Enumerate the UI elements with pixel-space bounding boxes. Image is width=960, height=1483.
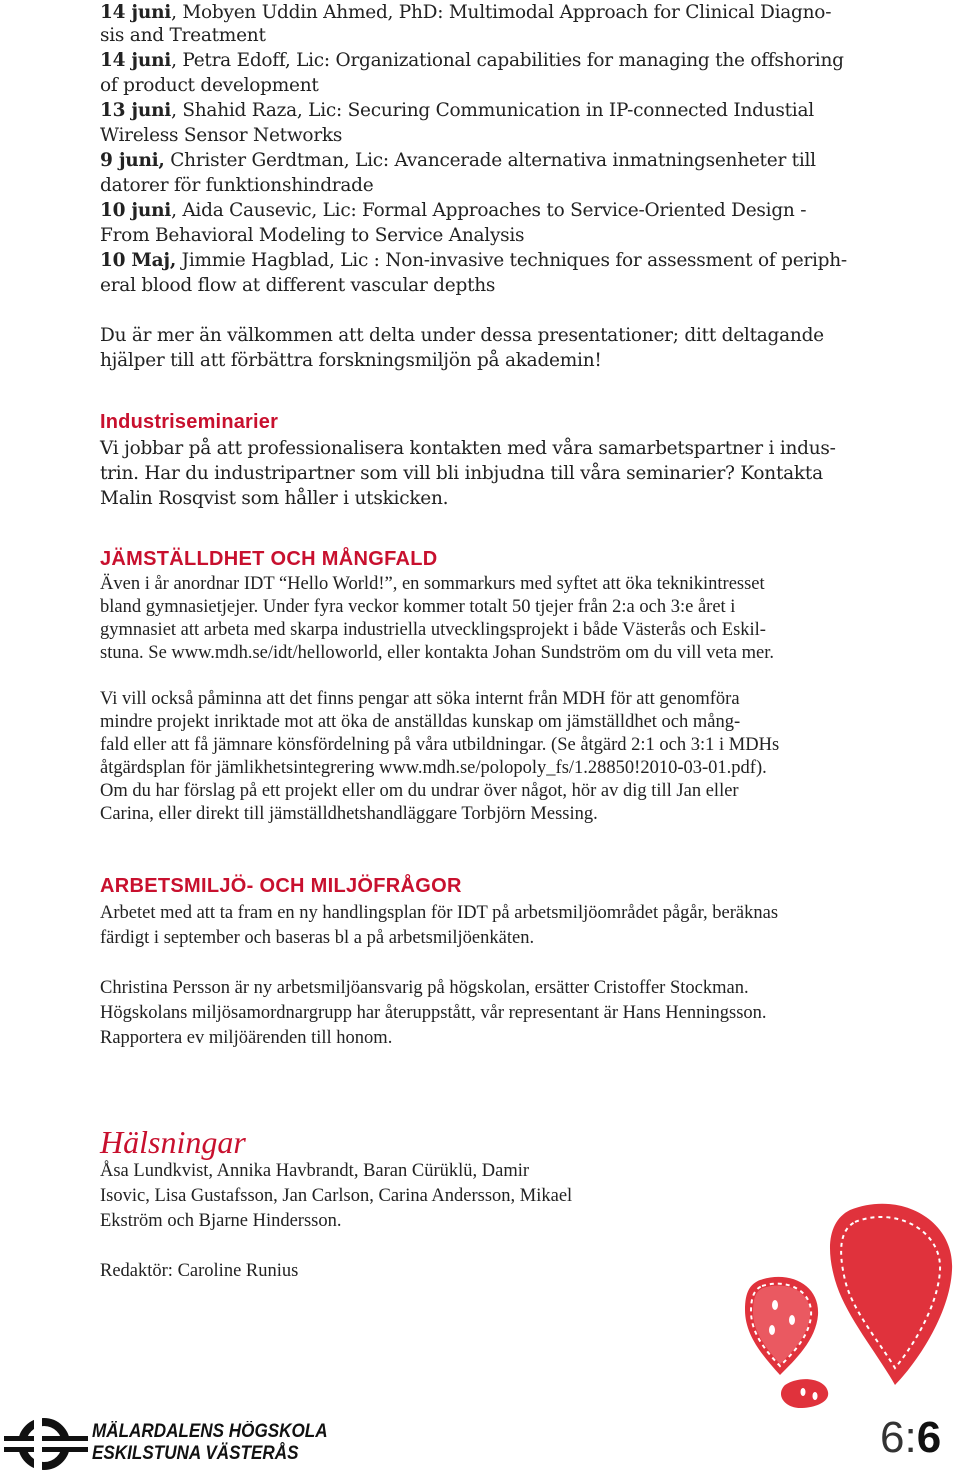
environment-p1-line-2: färdigt i september och baseras bl a på arbetsmiljöenkäten. xyxy=(100,928,535,948)
equality-p2-line-4: åtgärdsplan för jämlikhetsintegrering www.mdh.se/polopoly_fs/1.28850!2010-03-01.pdf). xyxy=(100,758,767,778)
university-name-line-2: ESKILSTUNA VÄSTERÅS xyxy=(92,1443,299,1464)
greetings-heading: Hälsningar xyxy=(100,1124,246,1160)
strawberry-small xyxy=(781,1379,828,1408)
equality-p1-line-4: stuna. Se www.mdh.se/idt/helloworld, eller kontakta Johan Sundström om du vill veta mer. xyxy=(100,643,774,663)
university-name xyxy=(92,1421,328,1465)
page-number xyxy=(880,1412,941,1464)
strawberry-large xyxy=(830,1204,952,1385)
defense-1-line-1: 14 juni, Mobyen Uddin Ahmed, PhD: Multimodal Approach for Clinical Diagno- xyxy=(100,2,832,23)
greetings-line-1: Åsa Lundkvist, Annika Havbrandt, Baran Cürüklü, Damir xyxy=(100,1161,530,1181)
environment-p2-line-2: Högskolans miljösamordnargrupp har återuppstått, vår representant är Hans Henningsson. xyxy=(100,1003,767,1023)
equality-p2-line-6: Carina, eller direkt till jämställdhetshandläggare Torbjörn Messing. xyxy=(100,804,598,824)
editor-credit: Redaktör: Caroline Runius xyxy=(100,1261,299,1281)
industry-line-3: Malin Rosqvist som håller i utskicken. xyxy=(100,488,449,509)
defense-2-line-1: 14 juni, Petra Edoff, Lic: Organizational capabilities for managing the offshoring xyxy=(100,50,844,71)
defense-3-line-1: 13 juni, Shahid Raza, Lic: Securing Communication in IP-connected Industial xyxy=(100,100,814,121)
page-number-issue: 6: xyxy=(880,1413,917,1462)
welcome-line-1: Du är mer än välkommen att delta under dessa presentationer; ditt deltagande xyxy=(100,325,824,346)
equality-heading: JÄMSTÄLLDHET OCH MÅNGFALD xyxy=(100,548,438,570)
strawberries-icon xyxy=(700,1170,960,1410)
defense-4-line-1: 9 juni, Christer Gerdtman, Lic: Avancerade alternativa inmatningsenheter till xyxy=(100,150,816,171)
industry-line-2: trin. Har du industripartner som vill bli inbjudna till våra seminarier? Kontakta xyxy=(100,463,823,484)
university-name-line-1: MÄLARDALENS HÖGSKOLA xyxy=(92,1421,328,1442)
equality-p1-line-3: gymnasiet att arbeta med skarpa industriella utvecklingsprojekt i både Västerås och Eskil- xyxy=(100,620,766,640)
defense-5-line-1: 10 juni, Aida Causevic, Lic: Formal Approaches to Service-Oriented Design - xyxy=(100,200,807,221)
environment-p2-line-3: Rapportera ev miljöärenden till honom. xyxy=(100,1028,393,1048)
defense-6-line-1: 10 Maj, Jimmie Hagblad, Lic : Non-invasive techniques for assessment of periph- xyxy=(100,250,847,271)
defense-2-line-2: of product development xyxy=(100,75,319,96)
page-number-current: 6 xyxy=(916,1413,942,1462)
strawberry-left xyxy=(745,1277,818,1375)
defense-5-line-2: From Behavioral Modeling to Service Analysis xyxy=(100,225,525,246)
defense-1-line-2: sis and Treatment xyxy=(100,25,266,46)
welcome-line-2: hjälper till att förbättra forskningsmiljön på akademin! xyxy=(100,350,602,371)
defense-6-line-2: eral blood flow at different vascular depths xyxy=(100,275,496,296)
equality-p2-line-1: Vi vill också påminna att det finns pengar att söka internt från MDH för att genomföra xyxy=(100,689,740,709)
environment-p1-line-1: Arbetet med att ta fram en ny handlingsplan för IDT på arbetsmiljöområdet pågår, beräknas xyxy=(100,903,779,923)
equality-p1-line-1: Även i år anordnar IDT “Hello World!”, en sommarkurs med syftet att öka teknikintresset xyxy=(100,574,765,594)
greetings-line-2: Isovic, Lisa Gustafsson, Jan Carlson, Carina Andersson, Mikael xyxy=(100,1186,573,1206)
equality-p1-line-2: bland gymnasietjejer. Under fyra veckor kommer totalt 50 tjejer från 2:a och 3:e året i xyxy=(100,597,736,617)
defense-4-line-2: datorer för funktionshindrade xyxy=(100,175,374,196)
defense-3-line-2: Wireless Sensor Networks xyxy=(100,125,343,146)
greetings-line-3: Ekström och Bjarne Hindersson. xyxy=(100,1211,342,1231)
industry-line-1: Vi jobbar på att professionalisera kontakten med våra samarbetspartner i indus- xyxy=(100,438,836,459)
industry-heading: Industriseminarier xyxy=(100,411,279,433)
environment-p2-line-1: Christina Persson är ny arbetsmiljöansvarig på högskolan, ersätter Cristoffer Stockman. xyxy=(100,978,749,998)
equality-p2-line-2: mindre projekt inriktade mot att öka de anställdas kunskap om jämställdhet och mång- xyxy=(100,712,741,732)
equality-p2-line-5: Om du har förslag på ett projekt eller om du undrar över något, hör av dig till Jan eller xyxy=(100,781,739,801)
equality-p2-line-3: fald eller att få jämnare könsfördelning på våra utbildningar. (Se åtgärd 2:1 och 3:1 i MDHs xyxy=(100,735,780,755)
environment-heading: ARBETSMILJÖ- OCH MILJÖFRÅGOR xyxy=(100,875,462,897)
